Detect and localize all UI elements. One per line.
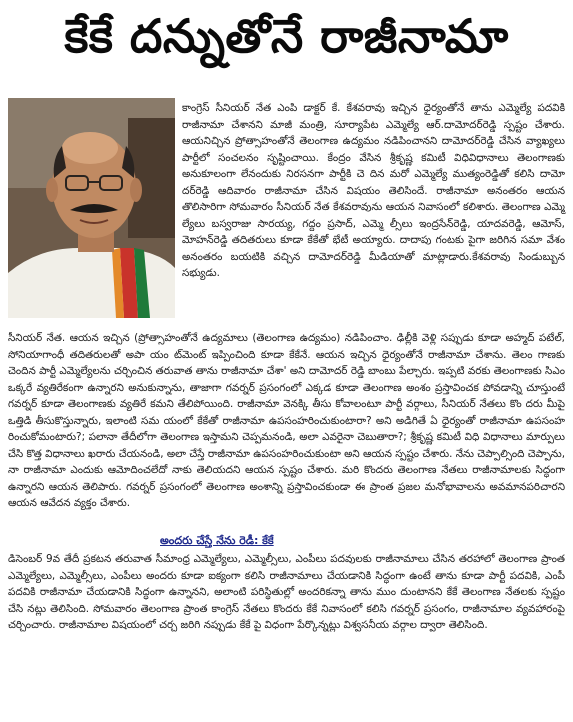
intro-paragraph: [182, 100, 565, 282]
portrait-photo: [8, 98, 175, 318]
body-paragraph: [8, 330, 565, 512]
subheading: అందరు చేస్తే నేను రెడీ: కేకే: [160, 534, 274, 547]
final-paragraph: [8, 551, 565, 634]
final-text: డిసెంబర్ 9వ తేదీ ప్రకటన తరువాత సీమాంధ్ర ఎమ్మెల్యేలు, ఎమ్మెల్సీలు, ఎంపీలు పదవులకు రాజీనామాలు చేసిన తరహాలో తెలంగాణ ప్రాంత ఎమ్మెల్యేలు, ఎమ్మెల్సీలు, ఎంపీలు అందరు కూడా ఐక్యంగా కలిసి రాజీనామాలు చేయడానికి సిద్ధంగా ఉంటే తాను కూడా పార్టీ పదవికి, ఎంపీ పదవికి రాజీనామా చేయడానికి సిద్ధంగా ఉన్నానని, అలాంటి పరిస్థితుల్లో అందరికన్నా తాను ముం దుంటానని కేకే తెలంగాణ నేతలకు స్పష్టం చేసి నట్లు తెలిసింది. సోమవారం తెలంగాణ ప్రాంత కాంగ్రెస్ నేతలు కొందరు కేకే నివాసంలో కలిసి గవర్నర్ ప్రసంగం, రాజీనామాల వ్యవహారంపై చర్చించారు. రాజీనామాల విషయంలో చర్చ జరిగి నప్పుడు కేకే పై విధంగా పేర్కొన్నట్లు విశ్వసనీయ వర్గాల ద్వారా తెలిసింది.: [8, 553, 565, 631]
intro-text: కాంగ్రెస్ సీనియర్ నేత ఎంపి డాక్టర్ కే. కేశవరావు ఇచ్చిన ధైర్యంతోనే తాను ఎమ్మెల్యే పదవికి రాజీనామా చేశానని మాజీ మంత్రి, సూర్యాపేట ఎమ్మెల్యే ఆర్.దామోదర్‌రెడ్డి స్పష్టం చేశారు. ఆయనిచ్చిన ప్రోత్సాహంతోనే తెలంగాణ ఉద్యమం నడిపించానని దామోదర్‌రెడ్డి చేసిన వ్యాఖ్యలు పార్టీలో సంచలనం సృష్టించాయి. కేంద్రం వేసిన శ్రీకృష్ణ కమిటీ విధివిధానాలు తెలంగాణకు అనుకూలంగా లేనందుకు నిరసనగా పార్టీకి చె దిన మరో ఎమ్మెల్యే ముత్యంరెడ్డితో కలిసి దామో దర్‌రెడ్డి ఆదివారం రాజీనామా చేసిన విషయం తెలిసిందే. రాజీనామా అనంతరం ఆయన తొలిసారిగా సోమవారం సీనియర్ నేత కేశవరావును ఆయన నివాసంలో కలిశారు. తెలంగాణ ఎమ్మె ల్యేలు బస్వరాజు సారయ్య, గద్దం ప్రసాద్, ఎమ్మె ల్సీలు ఇంద్రసేన్‌రెడ్డి, యాదవరెడ్డి, ఆమోస్, మోహన్‌రెడ్డి తదితరులు కూడా కేకేతో భేటీ అయ్యారు. దాదాపు గంటకు పైగా జరిగిన సమా వేశం అనంతరం బయటికి వచ్చిన దామోదర్‌రెడ్డి మీడియాతో మాట్లాడారు.కేశవరావు సిండుబ్బున సభ్యుడు.: [182, 102, 565, 279]
headline: కేకే దన్నుతోనే రాజీనామా: [64, 9, 509, 63]
body-text: సీనియర్ నేత. ఆయన ఇచ్చిన (ప్రోత్సాహంతోనే ఉద్యమాలు (తెలంగాణ ఉద్యమం) నడిపించాం. ఢిల్లీకి వెళ్లి సప్పుడు కూడా అహ్మద్ పటేల్, సోనియాగాంధీ తదితరులతో అపా యం ట్‌మెంట్ ఇప్పించింది కూడా కేకేనే. ఆయన ఇచ్చిన ధైర్యంతోనే రాజీనామా చేశాను. తెలం గాణకు చెందిన పార్టీ ఎమ్మెల్యేలను చర్చించిన తరువాత తాను రాజీనామా చేశా' అని దామోదర్ రెడ్డి బాంబు పేల్చారు. ఇప్పటి వరకు తెలంగాణకు సిఎం ఒక్కరే వ్యతిరేకంగా ఉన్నారని అనుకున్నాను, తాజాగా గవర్నర్ ప్రసంగంలో ఎక్కడ కూడా తెలంగాణ అంశం ప్రస్తావించక పోవడాన్ని చూస్తుంటే గవర్నర్ కూడా తెలంగాణకు వ్యతిరే కమని తేలిపోయింది. రాజీనామా వెనక్కి తీసు కోవాలంటూ పార్టీ వర్గాలు, సీనియర్ నేతలు కొం దరు మీపై ఒత్తిడి తీసుకొస్తున్నారు, ఇలాంటి సమ యంలో కేకేతో రాజీనామా ఉపసంహరించుకుంటారా? అని అడిగితే ఏ ధైర్యంతో రాజీనామా ఉపసంహ రించుకోమంటారు?; పలానా తేదీలోగా తెలంగాణ ఇస్తామని చెప్పమనండి, అలా ఎవరైనా చెబుతారా?; శ్రీకృష్ణ కమిటీ విధి విధానాలు మార్పులు చేసి కొత్త విధానాలు ఖరారు చేయనండి, అలా చేస్తే రాజీనామా ఉపసంహరించుకుంటా అని ఆయన స్పష్టం చేశారు. నేను చెప్పాల్సింది చెప్పాను, నా రాజీనామా ఎందుకు ఆమోదించలేదో నాకు తెలియదని ఆయన స్పష్టం చేశారు. మరి కొందరు తెలంగాణ నేతలు రాజీనామాలకు సిద్ధంగా ఉన్నారని ఆయన తెలిపారు. గవర్నర్ ప్రసంగంలో తెలంగాణ అంశాన్ని ప్రస్తావించకుండా ఈ ప్రాంత ప్రజల మనోభావాలను అవమానపరిచారని ఆయన ఆవేదన వ్యక్తం చేశారు.: [8, 332, 565, 509]
